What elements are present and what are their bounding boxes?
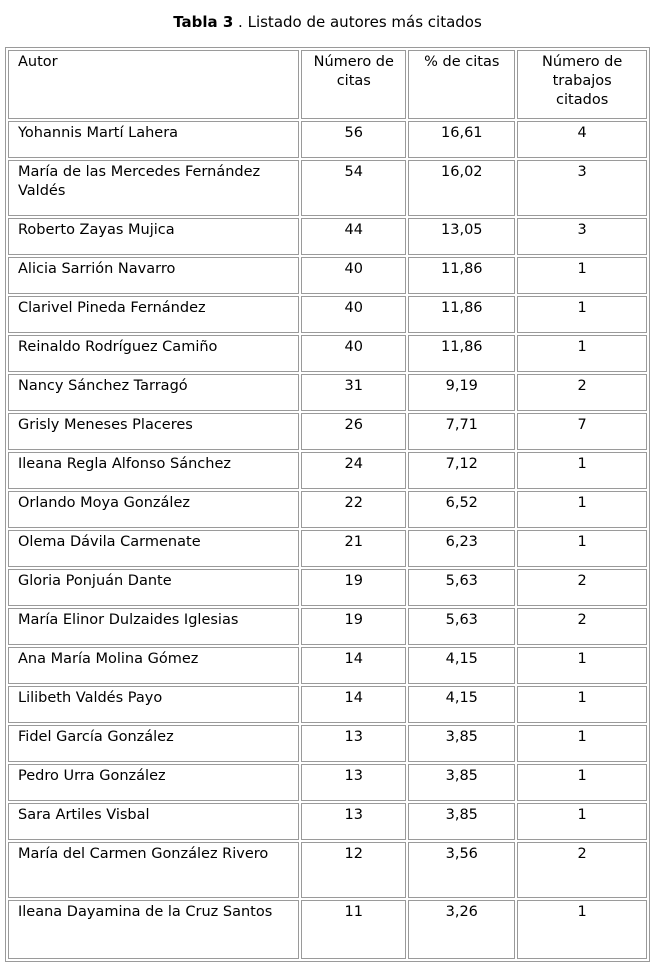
- author-cell: María Elinor Dulzaides Iglesias: [8, 608, 299, 645]
- author-cell: María del Carmen González Rivero: [8, 842, 299, 898]
- citations-cell: 14: [301, 686, 406, 723]
- percent-cell: 4,15: [408, 647, 515, 684]
- table-row: [8, 725, 647, 762]
- works-cell: 1: [517, 491, 647, 528]
- table-row: [8, 413, 647, 450]
- percent-cell: 3,56: [408, 842, 515, 898]
- table-row: [8, 764, 647, 801]
- header-citations-line2: citas: [336, 73, 371, 89]
- table-row: [8, 296, 647, 333]
- author-cell: Reinaldo Rodríguez Camiño: [8, 335, 299, 372]
- author-cell: Fidel García González: [8, 725, 299, 762]
- works-cell: 3: [517, 218, 647, 255]
- author-cell: Lilibeth Valdés Payo: [8, 686, 299, 723]
- citations-cell: 40: [301, 335, 406, 372]
- percent-cell: 3,85: [408, 803, 515, 840]
- table-row: [8, 608, 647, 645]
- citations-cell: 13: [301, 725, 406, 762]
- citations-cell: 54: [301, 160, 406, 216]
- caption-label: Tabla 3: [173, 13, 234, 31]
- citations-cell: 11: [301, 900, 406, 959]
- percent-cell: 11,86: [408, 257, 515, 294]
- authors-table: [5, 47, 650, 962]
- works-cell: 1: [517, 257, 647, 294]
- caption-separator: .: [233, 13, 243, 31]
- works-cell: 2: [517, 608, 647, 645]
- table-header-row: [8, 50, 647, 119]
- works-cell: 1: [517, 452, 647, 489]
- citations-cell: 24: [301, 452, 406, 489]
- percent-cell: 9,19: [408, 374, 515, 411]
- citations-cell: 13: [301, 803, 406, 840]
- works-cell: 4: [517, 121, 647, 158]
- works-cell: 1: [517, 335, 647, 372]
- author-cell: Ileana Dayamina de la Cruz Santos: [8, 900, 299, 959]
- percent-cell: 7,12: [408, 452, 515, 489]
- table-row: [8, 900, 647, 959]
- percent-cell: 13,05: [408, 218, 515, 255]
- table-row: [8, 257, 647, 294]
- works-cell: 1: [517, 686, 647, 723]
- author-cell: Orlando Moya González: [8, 491, 299, 528]
- table-row: [8, 842, 647, 898]
- works-cell: 2: [517, 569, 647, 606]
- table-caption: [0, 13, 655, 31]
- percent-cell: 3,85: [408, 725, 515, 762]
- author-cell: Pedro Urra González: [8, 764, 299, 801]
- table-row: [8, 160, 647, 216]
- works-cell: 1: [517, 725, 647, 762]
- author-cell: María de las Mercedes Fernández Valdés: [8, 160, 299, 216]
- table-row: [8, 530, 647, 567]
- works-cell: 1: [517, 647, 647, 684]
- author-cell: Ana María Molina Gómez: [8, 647, 299, 684]
- header-citations: [301, 50, 406, 119]
- header-works-line2: trabajos: [552, 73, 612, 89]
- works-cell: 2: [517, 374, 647, 411]
- percent-cell: 11,86: [408, 335, 515, 372]
- citations-cell: 19: [301, 569, 406, 606]
- author-cell: Yohannis Martí Lahera: [8, 121, 299, 158]
- percent-cell: 6,23: [408, 530, 515, 567]
- author-cell: Sara Artiles Visbal: [8, 803, 299, 840]
- percent-cell: 16,02: [408, 160, 515, 216]
- works-cell: 3: [517, 160, 647, 216]
- percent-cell: 6,52: [408, 491, 515, 528]
- author-cell: Ileana Regla Alfonso Sánchez: [8, 452, 299, 489]
- percent-cell: 5,63: [408, 569, 515, 606]
- works-cell: 1: [517, 803, 647, 840]
- table-row: [8, 335, 647, 372]
- table-row: [8, 218, 647, 255]
- works-cell: 1: [517, 530, 647, 567]
- citations-cell: 19: [301, 608, 406, 645]
- citations-cell: 12: [301, 842, 406, 898]
- percent-cell: 16,61: [408, 121, 515, 158]
- citations-cell: 22: [301, 491, 406, 528]
- table-row: [8, 491, 647, 528]
- author-cell: Roberto Zayas Mujica: [8, 218, 299, 255]
- citations-cell: 56: [301, 121, 406, 158]
- works-cell: 7: [517, 413, 647, 450]
- works-cell: 2: [517, 842, 647, 898]
- citations-cell: 44: [301, 218, 406, 255]
- header-works-line1: Número de: [541, 54, 623, 70]
- table-row: [8, 374, 647, 411]
- citations-cell: 40: [301, 296, 406, 333]
- percent-cell: 3,85: [408, 764, 515, 801]
- header-percent: % de citas: [408, 50, 515, 119]
- percent-cell: 7,71: [408, 413, 515, 450]
- table-row: [8, 569, 647, 606]
- author-cell: Olema Dávila Carmenate: [8, 530, 299, 567]
- percent-cell: 11,86: [408, 296, 515, 333]
- table-row: [8, 452, 647, 489]
- table-row: [8, 121, 647, 158]
- percent-cell: 3,26: [408, 900, 515, 959]
- works-cell: 1: [517, 764, 647, 801]
- header-works: [517, 50, 647, 119]
- works-cell: 1: [517, 296, 647, 333]
- works-cell: 1: [517, 900, 647, 959]
- citations-cell: 14: [301, 647, 406, 684]
- percent-cell: 5,63: [408, 608, 515, 645]
- citations-cell: 40: [301, 257, 406, 294]
- table-row: [8, 647, 647, 684]
- author-cell: Nancy Sánchez Tarragó: [8, 374, 299, 411]
- author-cell: Gloria Ponjuán Dante: [8, 569, 299, 606]
- header-works-line3: citados: [556, 92, 609, 108]
- citations-cell: 13: [301, 764, 406, 801]
- citations-cell: 26: [301, 413, 406, 450]
- citations-cell: 31: [301, 374, 406, 411]
- caption-title: Listado de autores más citados: [242, 13, 482, 31]
- author-cell: Grisly Meneses Placeres: [8, 413, 299, 450]
- header-citations-line1: Número de: [313, 54, 394, 70]
- table-row: [8, 686, 647, 723]
- table-row: [8, 803, 647, 840]
- author-cell: Clarivel Pineda Fernández: [8, 296, 299, 333]
- percent-cell: 4,15: [408, 686, 515, 723]
- author-cell: Alicia Sarrión Navarro: [8, 257, 299, 294]
- header-author: Autor: [8, 50, 299, 119]
- citations-cell: 21: [301, 530, 406, 567]
